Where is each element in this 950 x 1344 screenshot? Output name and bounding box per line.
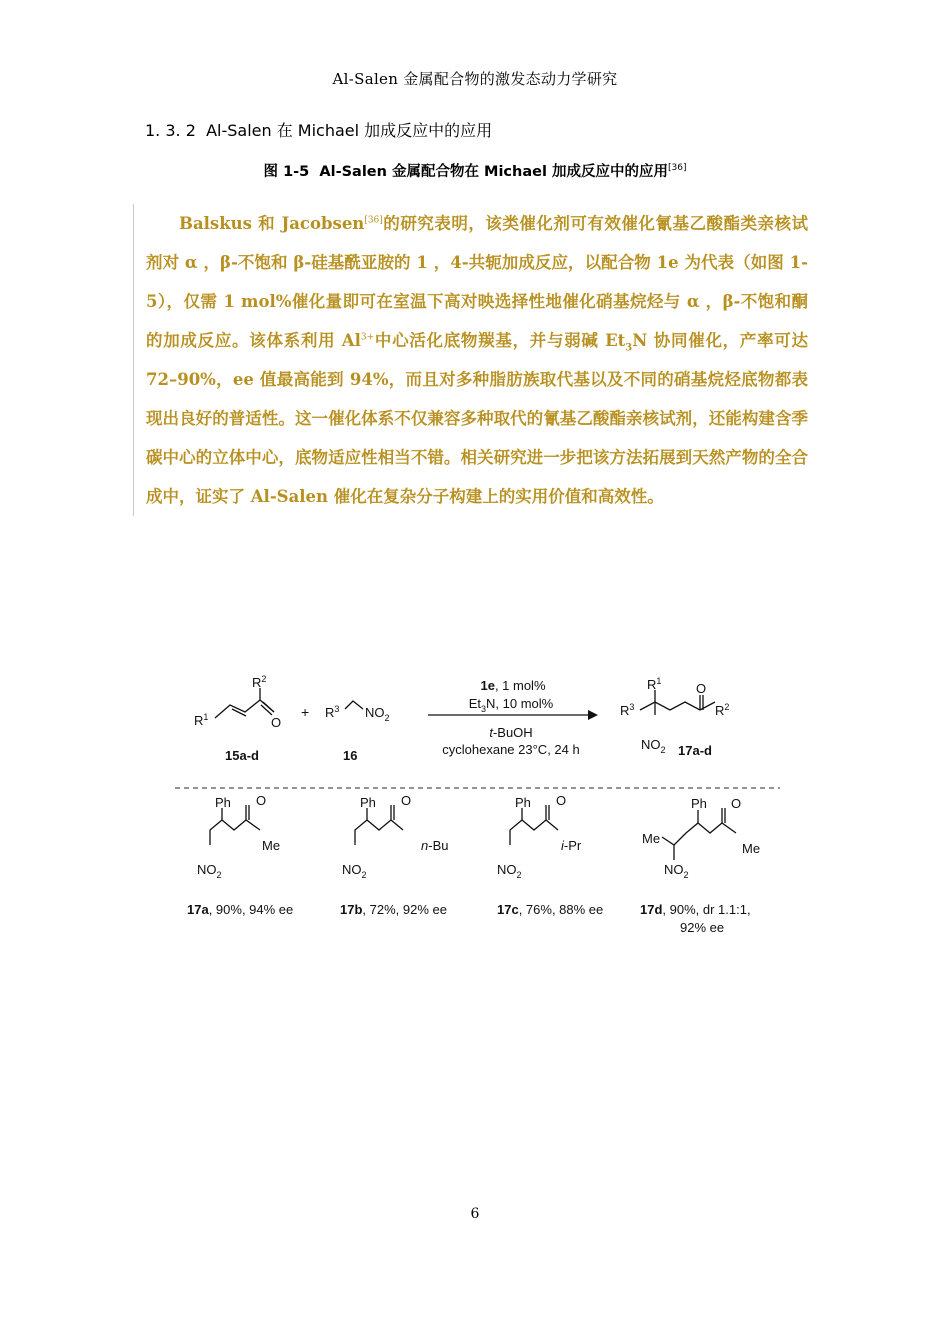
compound-label-15a-d: 15a-d: [225, 748, 259, 763]
compound-label-16: 16: [343, 748, 358, 763]
17c-o-label: O: [556, 793, 567, 808]
17a-carbonyl: [246, 805, 249, 820]
17c-skeleton: [510, 820, 558, 845]
page-number: 6: [470, 1206, 480, 1222]
al-charge: 3+: [360, 332, 375, 343]
paragraph-text-1: 的研究表明，该类催化剂可有效催化氰基乙酸酯类亲核试剂对 α ，β-不饱和 β-硅基酰亚胺的 1 ，4-共轭加成反应，以配合物 1e 为代表（如图 1-5），仅需 1 mol%催化量即可在室温下高对映选择性地催化硝基烷烃与 α ，β-不饱和酮的加成反应。该体系利用 Al: [146, 214, 808, 350]
17a-result: 17a, 90%, 94% ee: [187, 902, 294, 917]
figure-caption: [0, 160, 950, 181]
paragraph-text-3: N 协同催化，产率可达 72–90%，ee 值最高能到 94%，而且对多种脂肪族取代基以及不同的硝基烷烃底物都表现出良好的普适性。这一催化体系不仅兼容多种取代的氰基乙酸酯亲核试剂，还能构建含季碳中心的立体中心，底物适应性相当不错。相关研究进一步把该方法拓展到天然产物的全合成中，证实了 Al-Salen 催化在复杂分子构建上的实用价值和高效性。: [146, 331, 809, 506]
paragraph-text-2: 中心活化底物羰基，并与弱碱 Et: [374, 331, 626, 350]
17a-nitro-label: $NO_2$: [197, 862, 222, 880]
citation-ref: [36]: [364, 215, 383, 226]
17d-carbonyl: [722, 808, 725, 823]
17a-me-label: Me: [262, 838, 281, 853]
nitroalkane-bonds: [345, 701, 363, 709]
body-paragraph: [146, 204, 808, 516]
17d-me-label: Me: [642, 831, 661, 846]
r1-label: $R^1$: [194, 712, 209, 728]
17c-ipr-label: i-Pr: [561, 838, 582, 853]
reaction-arrow-head: [588, 710, 598, 720]
17c-ph-label: Ph: [515, 795, 531, 810]
17d-result-line2: 92% ee: [680, 920, 725, 935]
17b-result: 17b, 72%, 92% ee: [340, 902, 447, 917]
product-o-label: O: [696, 681, 707, 696]
17a-o-label: O: [256, 793, 267, 808]
17c-carbonyl: [546, 805, 549, 820]
17d-o-label: O: [731, 796, 742, 811]
17b-ph-label: Ph: [360, 795, 376, 810]
figure-label: 图 1-5: [263, 164, 310, 180]
17d-result: 17d, 90%, dr 1.1:1,: [640, 902, 751, 917]
17d-methyl-ketone-label: Me: [742, 841, 761, 856]
17b-nbu-label: n-Bu: [421, 838, 449, 853]
r2-label: $R^2$: [252, 674, 267, 690]
product-nitro-label: $NO_2$: [641, 737, 666, 755]
carbonyl-o-label: O: [271, 715, 282, 730]
plus-sign: +: [301, 704, 310, 720]
product-skeleton: [640, 702, 715, 710]
17b-o-label: O: [401, 793, 412, 808]
17b-nitro-label: $NO_2$: [342, 862, 367, 880]
author-jacobsen: Jacobsen: [281, 214, 365, 233]
17a-skeleton: [210, 820, 260, 845]
17c-nitro-label: $NO_2$: [497, 862, 522, 880]
figure-caption-ref: [36]: [668, 163, 687, 174]
compound-label-17a-d: 17a-d: [678, 743, 712, 758]
r3-label: $R^3$: [325, 704, 340, 720]
running-header: Al-Salen 金属配合物的激发态动力学研究: [332, 70, 618, 88]
section-number: 1. 3. 2: [145, 121, 196, 140]
17d-nitro-label: $NO_2$: [664, 862, 689, 880]
conjunction: 和: [251, 214, 282, 233]
condition-catalyst: 1e, 1 mol%: [480, 678, 546, 693]
et3-subscript: 3: [625, 342, 633, 354]
product-carbonyl-bond: [700, 695, 703, 710]
17c-result: 17c, 76%, 88% ee: [497, 902, 604, 917]
17d-skeleton: [662, 823, 736, 845]
section-heading: [145, 118, 492, 141]
condition-solvent: cyclohexane 23°C, 24 h: [442, 742, 580, 757]
17d-ph-label: Ph: [691, 796, 707, 811]
carbonyl-bond: [261, 702, 274, 715]
condition-base: $Et_3N$, 10 mol%: [468, 696, 554, 714]
reaction-scheme: [170, 665, 790, 954]
product-r3-label: $R^3$: [620, 702, 635, 718]
author-balskus: Balskus: [179, 214, 252, 233]
17b-carbonyl: [391, 805, 394, 820]
product-r1-label: $R^1$: [647, 676, 662, 692]
section-title: Al-Salen 在 Michael 加成反应中的应用: [206, 121, 493, 140]
condition-additive: t-BuOH: [489, 725, 533, 740]
reaction-scheme-svg: [170, 665, 790, 950]
highlighted-paragraph-box: [133, 204, 826, 516]
17b-skeleton: [355, 820, 403, 845]
enone-double-bond: [232, 709, 246, 716]
figure-caption-text: Al-Salen 金属配合物在 Michael 加成反应中的应用: [319, 164, 668, 180]
17a-ph-label: Ph: [215, 795, 231, 810]
product-r2-label: $R^2$: [715, 702, 730, 718]
nitro-label: $NO_2$: [365, 705, 390, 723]
